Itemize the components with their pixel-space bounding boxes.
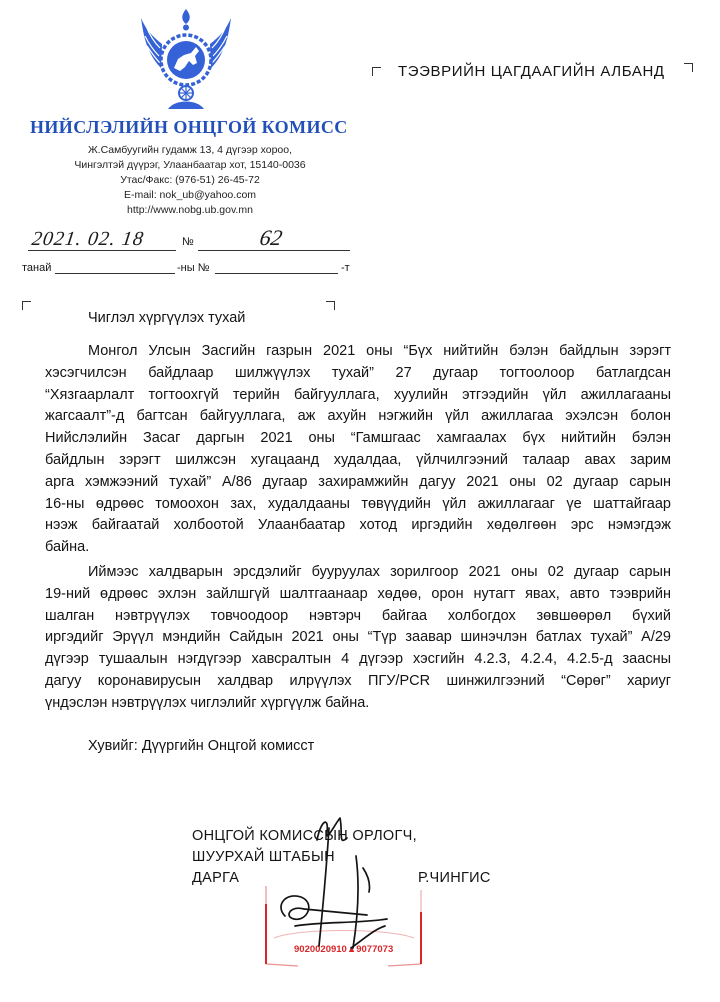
body-line: шалган нэвтрүүлэх товчоодоор нэвтэрч байгаа холбогдох зөвшөөрөл бүхий bbox=[45, 607, 671, 624]
address-email: E-mail: nok_ub@yahoo.com bbox=[123, 189, 257, 201]
body-line: Нийслэлийн Засаг даргын 2021 оны “Гамшгаас хамгаалах бүх нийтийн бэлэн bbox=[45, 430, 671, 447]
body-line: арга хэмжээний тухай” А/86 дугаар захирамжийн дагуу 2021 оны 02 дугаар сарын bbox=[45, 473, 671, 490]
body-line: нээж байгаатай холбоотой Улаанбаатар хотод иргэдийн хөдөлгөөн эрс нэмэгдэж bbox=[45, 517, 671, 534]
recipient-corner-left bbox=[372, 67, 381, 76]
reply-prefix: танай bbox=[22, 262, 52, 274]
letter-date: 2021. 02. 18 bbox=[30, 228, 146, 250]
paragraph-1 bbox=[45, 341, 671, 559]
body-line: байна. bbox=[45, 539, 90, 556]
body-line: байдлын зэрэгт шилжсэн хугацаанд худалдаа, үйлчилгээний талаар авах зарим bbox=[45, 451, 671, 468]
letter-body bbox=[45, 341, 671, 715]
signatory-title-line: ДАРГА bbox=[192, 870, 240, 886]
signatory-name: Р.ЧИНГИС bbox=[418, 870, 491, 886]
number-field bbox=[198, 225, 350, 251]
reply-number-label: -ны № bbox=[177, 262, 210, 274]
body-line: 16-ны өдрөөс томоохон зах, худалдааны төвүүдийн үйл ажиллагааг үе шаттайгаар bbox=[45, 495, 671, 512]
body-line: Монгол Улсын Засгийн газрын 2021 оны “Бүх нийтийн бэлэн байдлын зэрэгт bbox=[88, 343, 671, 359]
body-line: дагуу коронавирусын халдвар илрүүлэх ПГУ/PCR шинжилгээний “Сөрөг” хариуг bbox=[45, 672, 671, 689]
reply-date-line bbox=[55, 273, 175, 274]
recipient: ТЭЭВРИЙН ЦАГДААГИЙН АЛБАНД bbox=[398, 63, 665, 80]
stamp-number: 9020020910▲9077073 bbox=[294, 944, 394, 955]
body-line: жагсаалт”-д багтсан байгууллага, аж ахуйн нэгжийн үйл ажиллагаа эхэлсэн болон bbox=[45, 408, 671, 425]
reply-suffix: -т bbox=[341, 262, 350, 274]
address-district: Чингэлтэй дүүрэг, Улаанбаатар хот, 15140-0036 bbox=[74, 159, 306, 171]
handwritten-signature bbox=[255, 798, 435, 958]
letter-number: 62 bbox=[257, 225, 285, 250]
address-street: Ж.Самбуугийн гудамж 13, 4 дүгээр хороо, bbox=[87, 144, 293, 156]
subject-corner-right bbox=[326, 301, 335, 310]
subject-corner-left bbox=[22, 301, 31, 310]
signatory-title-line: ШУУРХАЙ ШТАБЫН bbox=[192, 849, 335, 865]
signatory-title-line: ОНЦГОЙ КОМИССЫН ОРЛОГЧ, bbox=[192, 828, 417, 844]
organization-address bbox=[40, 143, 340, 218]
address-phone: Утас/Факс: (976-51) 26-45-72 bbox=[120, 174, 260, 186]
body-line: иргэдийг Эрүүл мэндийн Сайдын 2021 оны “Түр заавар шинэчлэн батлах тухай” А/29 bbox=[45, 629, 671, 646]
body-line: 19-ний өдрөөс эхлэн зайлшгүй шалтгаанаар хөдөө, орон нутагт явах, авто тээврийн bbox=[45, 585, 671, 602]
body-line: дүгээр тушаалын нэгдүгээр хавсралтын 4 дүгээр хэсгийн 4.2.3, 4.2.4, 4.2.5-д заасны bbox=[45, 651, 671, 668]
reply-number-line bbox=[215, 273, 338, 274]
body-line: “Хязгаарлалт тогтоохгүй терийн байгууллага, хуулийн этгээдийн үйл ажиллагааны bbox=[45, 386, 671, 403]
body-line: хэсэгчилсэн байдлаар шилжүүлэх тухай” 27 дугаар тогтоолоор батлагдсан bbox=[45, 364, 671, 381]
copy-to: Хувийг: Дүүргийн Онцгой комисст bbox=[88, 738, 315, 754]
body-line: үндэслэн нэвтрүүлэх чиглэлийг хүргүүлж байна. bbox=[45, 694, 370, 711]
body-line: Иймээс халдварын эрсдэлийг бууруулах зорилгоор 2021 оны 02 дугаар сарын bbox=[88, 563, 671, 580]
subject: Чиглэл хүргүүлэх тухай bbox=[88, 310, 246, 326]
number-label: № bbox=[182, 236, 194, 248]
paragraph-2 bbox=[45, 562, 671, 715]
date-field bbox=[28, 228, 176, 251]
state-emblem-icon bbox=[138, 8, 234, 112]
organization-title: НИЙСЛЭЛИЙН ОНЦГОЙ КОМИСС bbox=[30, 117, 348, 137]
address-website: http://www.nobg.ub.gov.mn bbox=[127, 204, 253, 216]
recipient-corner-right bbox=[684, 63, 693, 72]
